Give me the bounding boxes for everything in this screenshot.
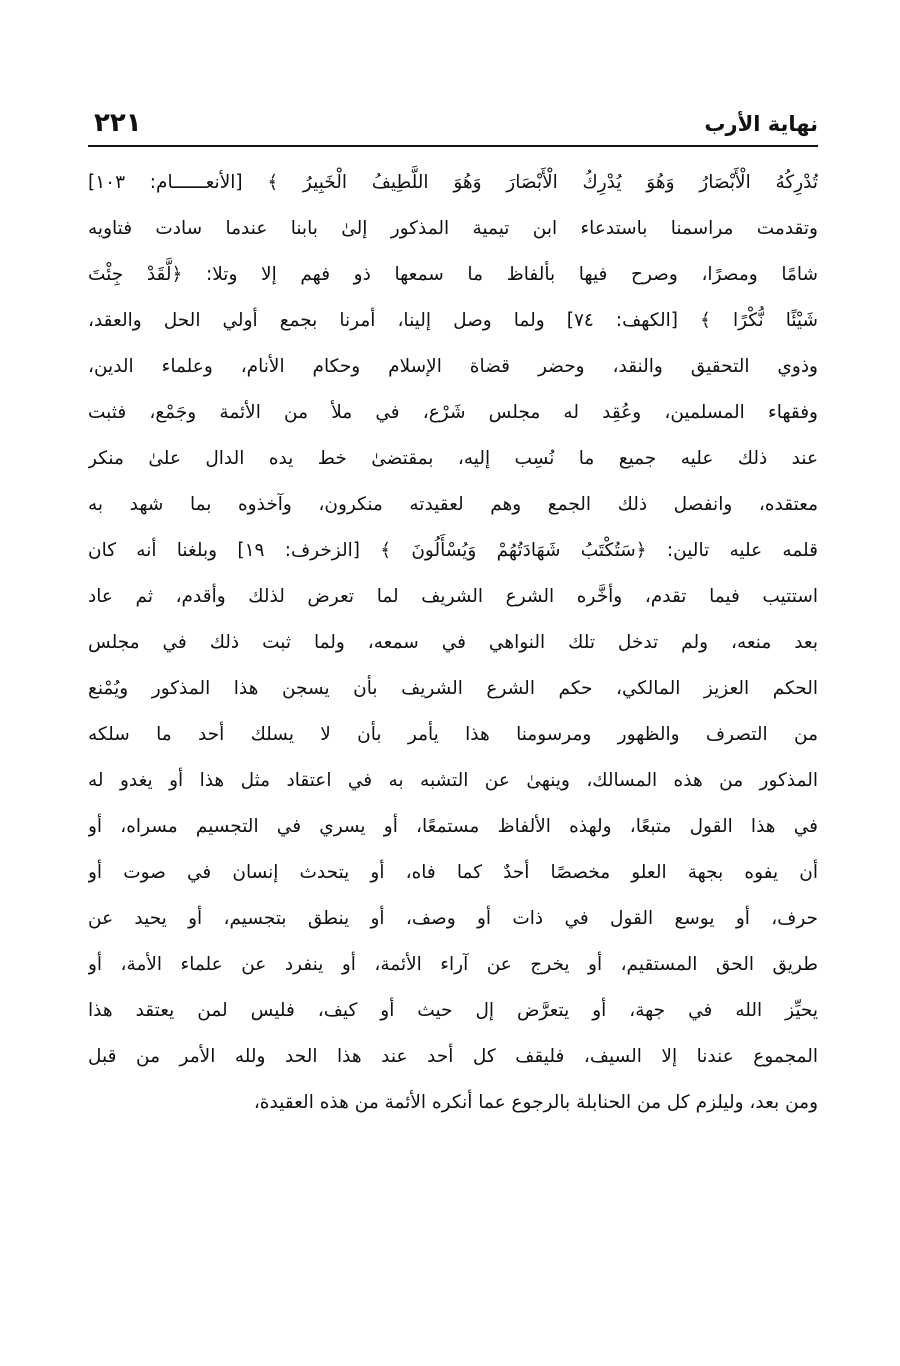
text-line-17: حرف، أو يوسع القول في ذات أو وصف، أو ينطق بتجسيم، أو يحيد عن <box>88 908 818 929</box>
text-line-7: عند ذلك عليه جميع ما نُسِب إليه، بمقتضىٰ خط يده الدال علىٰ منكر <box>88 448 818 469</box>
page-number: ٢٢١ <box>94 108 142 138</box>
text-line-15: في هذا القول متبعًا، ولهذه الألفاظ مستمعًا، أو يسري في التجسيم مسراه، أو <box>88 816 818 837</box>
book-title: نهاية الأرب <box>704 112 818 136</box>
text-line-18: طريق الحق المستقيم، أو يخرج عن آراء الأئمة، أو ينفرد عن علماء الأمة، أو <box>88 954 818 975</box>
text-line-1: تُدْرِكُهُ الْأَبْصَارُ وَهُوَ يُدْرِكُ الْأَبْصَارَ وَهُوَ اللَّطِيفُ الْخَبِيرُ ﴾ [الأنعــــــام: ١٠٣] <box>88 172 818 193</box>
text-line-21: ومن بعد، وليلزم كل من الحنابلة بالرجوع عما أنكره الأئمة من هذه العقيدة، <box>253 1092 818 1113</box>
text-line-10: استتيب فيما تقدم، وأخَّره الشرع الشريف لما تعرض لذلك وأقدم، ثم عاد <box>88 586 818 607</box>
text-line-14: المذكور من هذه المسالك، وينهىٰ عن التشبه به في اعتقاد مثل هذا أو يغدو له <box>88 770 818 791</box>
body-text <box>88 160 818 1126</box>
text-line-4: شَيْئًا نُّكْرًا ﴾ [الكهف: ٧٤] ولما وصل إلينا، أمرنا بجمع أولي الحل والعقد، <box>88 310 818 331</box>
text-line-16: أن يفوه بجهة العلو مخصصًا أحدٌ كما فاه، أو يتحدث إنسان في صوت أو <box>88 862 818 883</box>
text-line-20: المجموع عندنا إلا السيف، فليقف كل أحد عند هذا الحد ولله الأمر من قبل <box>88 1046 818 1067</box>
text-line-13: من التصرف والظهور ومرسومنا هذا يأمر بأن لا يسلك أحد ما سلكه <box>88 724 818 745</box>
text-line-2: وتقدمت مراسمنا باستدعاء ابن تيمية المذكور إلىٰ بابنا عندما سادت فتاويه <box>88 218 818 239</box>
running-header <box>88 108 818 144</box>
text-line-8: معتقده، وانفصل ذلك الجمع وهم لعقيدته منكرون، وآخذوه بما شهد به <box>88 494 818 515</box>
text-line-3: شامًا ومصرًا، وصرح فيها بألفاظ ما سمعها ذو فهم إلا وتلا: ﴿لَّقَدْ جِئْتَ <box>88 264 818 285</box>
text-line-6: وفقهاء المسلمين، وعُقِد له مجلس شَرْع، في ملأ من الأئمة وجَمْع، فثبت <box>88 402 818 423</box>
text-line-12: الحكم العزيز المالكي، حكم الشرع الشريف بأن يسجن هذا المذكور ويُمْنع <box>88 678 818 699</box>
text-line-5: وذوي التحقيق والنقد، وحضر قضاة الإسلام وحكام الأنام، وعلماء الدين، <box>88 356 818 377</box>
header-divider <box>88 145 818 147</box>
text-line-19: يحيِّز الله في جهة، أو يتعرَّض إل حيث أو كيف، فليس لمن يعتقد هذا <box>88 1000 818 1021</box>
text-line-9: قلمه عليه تالين: ﴿سَتُكْتَبُ شَهَادَتُهُمْ وَيُسْأَلُونَ ﴾ [الزخرف: ١٩] وبلغنا أنه كان <box>88 540 818 561</box>
text-line-11: بعد منعه، ولم تدخل تلك النواهي في سمعه، ولما ثبت ذلك في مجلس <box>88 632 818 653</box>
